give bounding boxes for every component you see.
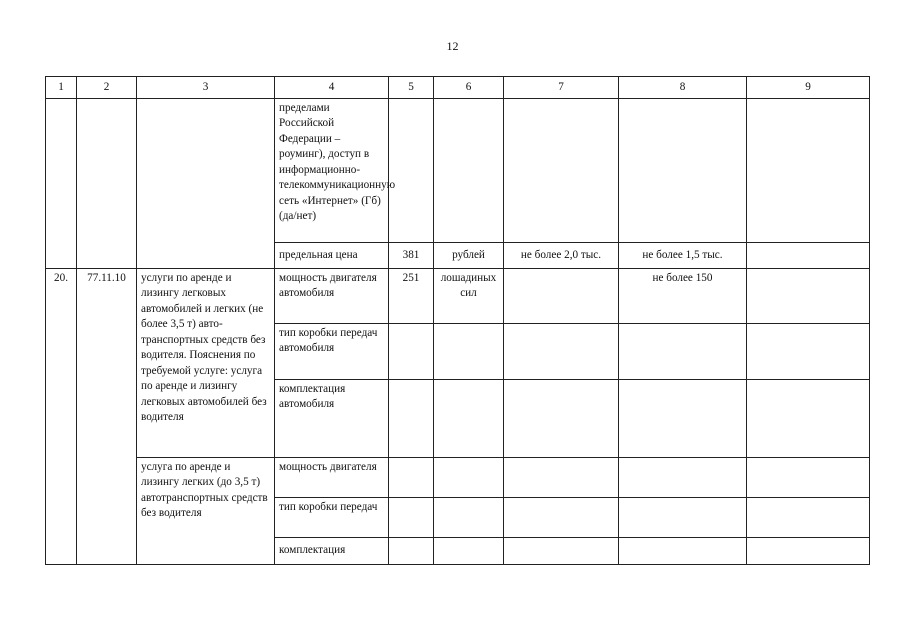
unit-cell: рублей: [434, 243, 504, 269]
header-cell: 9: [747, 77, 870, 99]
cell: [504, 324, 619, 380]
cell: [747, 538, 870, 565]
cell: [619, 458, 747, 498]
cell: [619, 498, 747, 538]
cell: [504, 498, 619, 538]
cell: [747, 458, 870, 498]
value-cell: не более 150: [619, 269, 747, 324]
table-row: [46, 99, 870, 243]
header-cell: 6: [434, 77, 504, 99]
header-cell: 1: [46, 77, 77, 99]
cell: [389, 380, 434, 458]
cell: [619, 324, 747, 380]
cell: [747, 243, 870, 269]
okei-code-cell: 381: [389, 243, 434, 269]
table-row: [46, 269, 870, 324]
characteristic-cell: комплектация автомобиля: [275, 380, 389, 458]
cell: [389, 99, 434, 243]
header-cell: 8: [619, 77, 747, 99]
value-cell: не более 2,0 тыс.: [504, 243, 619, 269]
header-cell: 4: [275, 77, 389, 99]
header-row: [46, 77, 870, 99]
cell: [389, 538, 434, 565]
cell: [434, 498, 504, 538]
characteristic-cell: тип коробки передач автомобиля: [275, 324, 389, 380]
cell: [389, 498, 434, 538]
cell: [504, 458, 619, 498]
cell-service-empty: [137, 99, 275, 269]
cell-num-empty: [46, 99, 77, 269]
cell: [434, 324, 504, 380]
characteristic-cell: тип коробки передач: [275, 498, 389, 538]
cell: [434, 99, 504, 243]
cell-code-empty: [77, 99, 137, 269]
header-cell: 5: [389, 77, 434, 99]
okpd-code-cell: 77.11.10: [77, 269, 137, 565]
cell: [389, 458, 434, 498]
cell: [504, 99, 619, 243]
cell: [434, 380, 504, 458]
header-cell: 3: [137, 77, 275, 99]
cell: [747, 99, 870, 243]
cell: [747, 380, 870, 458]
cell: [504, 380, 619, 458]
characteristic-cell: комплектация: [275, 538, 389, 565]
cell: [619, 99, 747, 243]
characteristic-cell: мощность двигателя: [275, 458, 389, 498]
cell: [747, 269, 870, 324]
item-number-cell: 20.: [46, 269, 77, 565]
header-cell: 7: [504, 77, 619, 99]
characteristic-cell: пределами Российской Федерации – роуминг), доступ в информационно-телекоммуникационную сеть «Интернет» (Гб) (да/нет): [275, 99, 389, 243]
cell: [504, 269, 619, 324]
cell: [389, 324, 434, 380]
characteristic-cell: предельная цена: [275, 243, 389, 269]
service-description-cell: услуга по аренде и лизингу легких (до 3,5 т) автотранспортных средств без водителя: [137, 458, 275, 565]
cell: [747, 498, 870, 538]
cell: [434, 458, 504, 498]
cell: [747, 324, 870, 380]
table-row: [46, 458, 870, 498]
okei-code-cell: 251: [389, 269, 434, 324]
cell: [504, 538, 619, 565]
cell: [434, 538, 504, 565]
service-description-cell: услуги по аренде и лизингу легковых автомобилей и легких (не более 3,5 т) авто-транспортных средств без водителя. Пояснения по требуемой услуге: услуга по аренде и лизингу легковых автомобилей без водителя: [137, 269, 275, 458]
cell: [619, 538, 747, 565]
characteristic-cell: мощность двигателя автомобиля: [275, 269, 389, 324]
unit-cell: лошадиных сил: [434, 269, 504, 324]
value-cell: не более 1,5 тыс.: [619, 243, 747, 269]
header-cell: 2: [77, 77, 137, 99]
cell: [619, 380, 747, 458]
page-number: 12: [446, 39, 459, 53]
requirements-table: [45, 76, 870, 565]
